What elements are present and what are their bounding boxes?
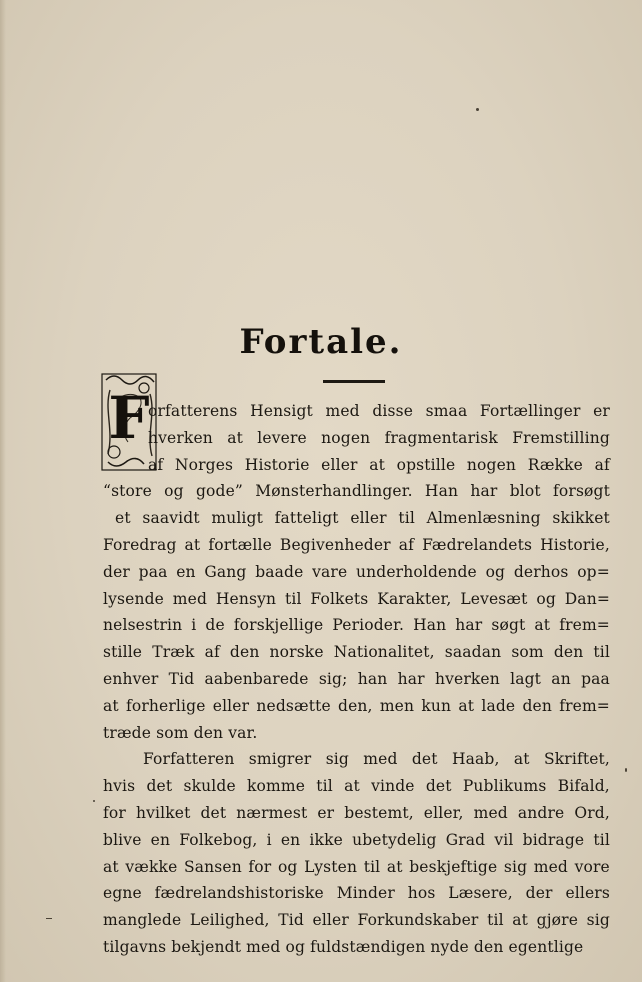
- dropcap-letter: F: [108, 384, 150, 452]
- paper-speck: [476, 108, 479, 111]
- page-title: Fortale.: [239, 322, 403, 362]
- text-line: egne fædrelandshistoriske Minder hos Læsere, der ellers: [103, 884, 610, 903]
- page-edge-shadow: [0, 0, 6, 982]
- text-line: et saavidt muligt fatteligt eller til Almenlæsning skikket: [115, 509, 610, 528]
- text-line: der paa en Gang baade vare underholdende og derhos op=: [103, 562, 610, 581]
- paper-speck: [46, 918, 52, 919]
- text-line: Foredrag at fortælle Begivenheder af Fædrelandets Historie,: [103, 536, 610, 554]
- text-line: af Norges Historie eller at opstille nogen Række af: [148, 455, 610, 474]
- text-line: for hvilket det nærmest er bestemt, eller, med andre Ord,: [103, 804, 610, 822]
- text-line: orfatterens Hensigt med disse smaa Fortællinger er: [148, 402, 610, 420]
- text-line: hvis det skulde komme til at vinde det Publikums Bifald,: [103, 777, 610, 796]
- text-line: enhver Tid aabenbarede sig; han har hverken lagt an paa: [103, 670, 610, 688]
- text-line: hverken at levere nogen fragmentarisk Fremstilling: [148, 428, 610, 447]
- text-line: tilgavns bekjendt med og fuldstændigen nyde den egentlige: [103, 938, 584, 956]
- text-line: træde som den var.: [103, 723, 258, 742]
- paper-speck: [625, 768, 627, 772]
- paper-speck: [93, 800, 95, 802]
- text-line: nelsestrin i de forskjellige Perioder. Han har søgt at frem=: [103, 616, 610, 635]
- text-line: stille Træk af den norske Nationalitet, saadan som den til: [103, 643, 610, 662]
- text-line: blive en Folkebog, i en ikke ubetydelig Grad vil bidrage til: [103, 830, 610, 849]
- text-line: at vække Sansen for og Lysten til at beskjeftige sig med vore: [103, 857, 610, 876]
- text-line: “store og gode” Mønsterhandlinger. Han har blot forsøgt: [103, 482, 610, 501]
- text-line: at forherlige eller nedsætte den, men kun at lade den frem=: [103, 696, 610, 715]
- title-rule: [323, 380, 385, 383]
- text-line: manglede Leilighed, Tid eller Forkundskaber til at gjøre sig: [103, 911, 610, 930]
- text-line: Forfatteren smigrer sig med det Haab, at Skriftet,: [143, 750, 610, 769]
- text-line: lysende med Hensyn til Folkets Karakter, Levesæt og Dan=: [103, 589, 610, 608]
